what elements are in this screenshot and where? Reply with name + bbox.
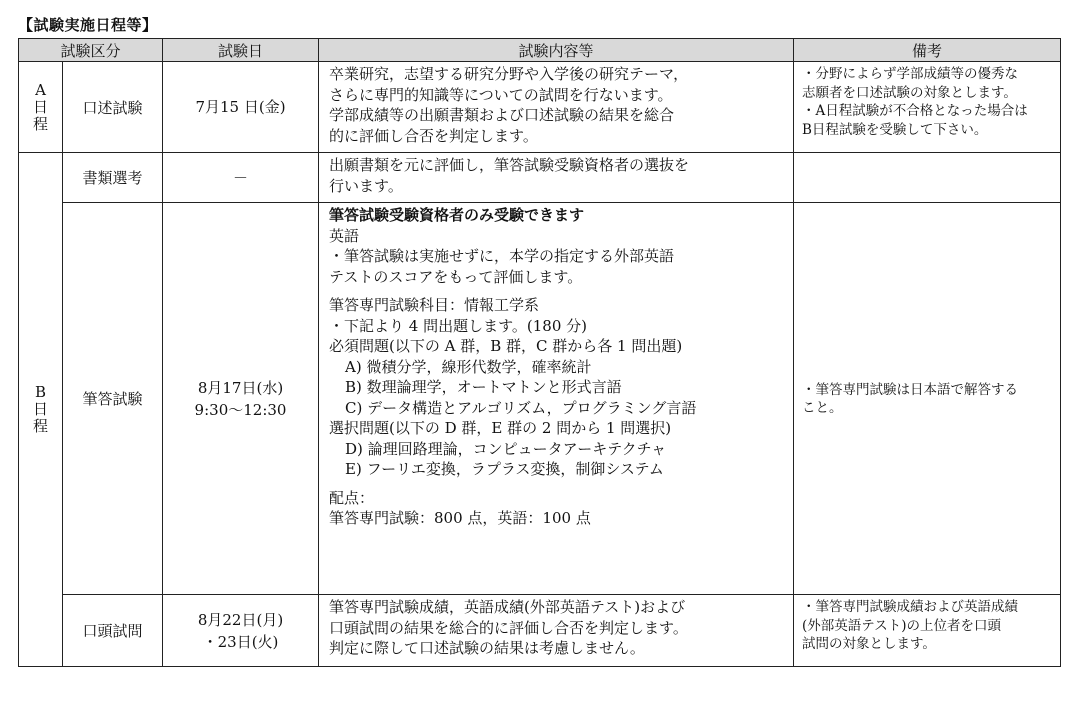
b-doc-date: － xyxy=(163,153,319,203)
a-day-char: A xyxy=(35,80,46,99)
b-day-label xyxy=(19,153,63,667)
a-exam-date: 7月15 日(金) xyxy=(163,62,319,153)
content-line: 英語 xyxy=(329,226,360,245)
subject-line: A) 微積分学，線形代数学，確率統計 xyxy=(345,357,592,376)
a-exam-type: 口述試験 xyxy=(63,62,163,153)
table-row-a-oral xyxy=(19,62,1061,153)
note-line: ・筆答専門試験成績および英語成績 xyxy=(802,599,1019,615)
note-line: ・分野によらず学部成績等の優秀な xyxy=(802,66,1019,82)
b-doc-content xyxy=(319,153,794,203)
content-line: 筆答専門試験科目：情報工学系 xyxy=(329,296,540,314)
date-line: 8月22日(月) xyxy=(197,610,284,629)
b-written-date xyxy=(163,203,319,595)
header-category: 試験区分 xyxy=(19,39,163,62)
content-line: 出願書類を元に評価し，筆答試験受験資格者の選抜を xyxy=(329,156,690,174)
a-day-char: 程 xyxy=(32,114,48,133)
content-line: 口頭試問の結果を総合的に評価し合否を判定します。 xyxy=(329,618,688,637)
subject-line: E) フーリエ変換，ラプラス変換，制御システム xyxy=(345,460,664,478)
content-line: 判定に際して口述試験の結果は考慮しません。 xyxy=(329,639,645,657)
b-oral-date xyxy=(163,595,319,667)
content-line: ・筆答試験は実施せずに，本学の指定する外部英語 xyxy=(329,247,675,265)
content-line: 的に評価し合否を判定します。 xyxy=(329,126,538,145)
b-day-char: 日 xyxy=(32,400,48,418)
subject-line: D) 論理回路理論，コンピュータアーキテクチャ xyxy=(345,439,667,458)
b-doc-type: 書類選考 xyxy=(63,153,163,203)
note-line: 試問の対象とします。 xyxy=(802,636,936,652)
spacer xyxy=(329,287,787,295)
note-line: こと。 xyxy=(802,400,843,416)
content-line: 選択問題(以下の D 群，E 群の 2 問から 1 問選択) xyxy=(329,419,672,437)
date-line: ・23日(火) xyxy=(202,632,279,651)
date-line: 8月17日(水) xyxy=(197,378,284,397)
b-written-notes xyxy=(794,203,1061,595)
header-date: 試験日 xyxy=(163,39,319,62)
header-content: 試験内容等 xyxy=(319,39,794,62)
header-row xyxy=(19,39,1061,62)
b-doc-notes xyxy=(794,153,1061,203)
section-heading: 【試験実施日程等】 xyxy=(18,16,158,34)
b-written-type: 筆答試験 xyxy=(63,203,163,595)
subject-line: B) 数理論理学，オートマトンと形式言語 xyxy=(345,378,622,396)
a-exam-content xyxy=(319,62,794,153)
content-line: テストのスコアをもって評価します。 xyxy=(329,267,583,286)
b-day-char: B xyxy=(34,383,47,401)
a-exam-notes xyxy=(794,62,1061,153)
b-oral-type: 口頭試問 xyxy=(63,595,163,667)
date-line: 9:30〜12:30 xyxy=(194,400,287,419)
b-day-char: 程 xyxy=(32,417,48,435)
table-row-b-written xyxy=(19,203,1061,595)
content-line: ・下記より 4 問出題します。(180 分) xyxy=(329,316,587,335)
note-line: ・A日程試験が不合格となった場合は xyxy=(802,103,1028,119)
content-line: 筆答専門試験：800 点，英語：100 点 xyxy=(329,509,591,527)
eligibility-note: 筆答試験受験資格者のみ受験できます xyxy=(329,206,585,224)
b-oral-notes xyxy=(794,595,1061,667)
exam-schedule-table xyxy=(18,38,1061,667)
note-line: ・筆答専門試験は日本語で解答する xyxy=(802,381,1019,398)
content-line: 必須問題(以下の A 群，B 群，C 群から各 1 問出題) xyxy=(329,337,683,355)
content-line: 筆答専門試験成績，英語成績(外部英語テスト)および xyxy=(329,598,686,616)
b-oral-content xyxy=(319,595,794,667)
content-line: さらに専門的知識等についての試問を行ないます。 xyxy=(329,85,673,104)
note-line: B日程試験を受験して下さい。 xyxy=(802,121,988,138)
header-notes: 備考 xyxy=(794,39,1061,62)
table-row-b-oral xyxy=(19,595,1061,667)
b-written-content xyxy=(319,203,794,595)
spacer xyxy=(329,480,787,488)
subject-line: C) データ構造とアルゴリズム，プログラミング言語 xyxy=(345,398,697,417)
content-line: 行います。 xyxy=(329,176,403,195)
a-day-label xyxy=(19,62,63,153)
content-line: 配点： xyxy=(329,488,375,507)
content-line: 学部成績等の出願書類および口述試験の結果を総合 xyxy=(329,106,675,124)
note-line: (外部英語テスト)の上位者を口頭 xyxy=(802,617,1002,634)
a-day-char: 日 xyxy=(32,97,48,116)
table-row-b-doc xyxy=(19,153,1061,203)
note-line: 志願者を口述試験の対象とします。 xyxy=(802,84,1017,101)
content-line: 卒業研究，志望する研究分野や入学後の研究テーマ， xyxy=(329,65,689,83)
